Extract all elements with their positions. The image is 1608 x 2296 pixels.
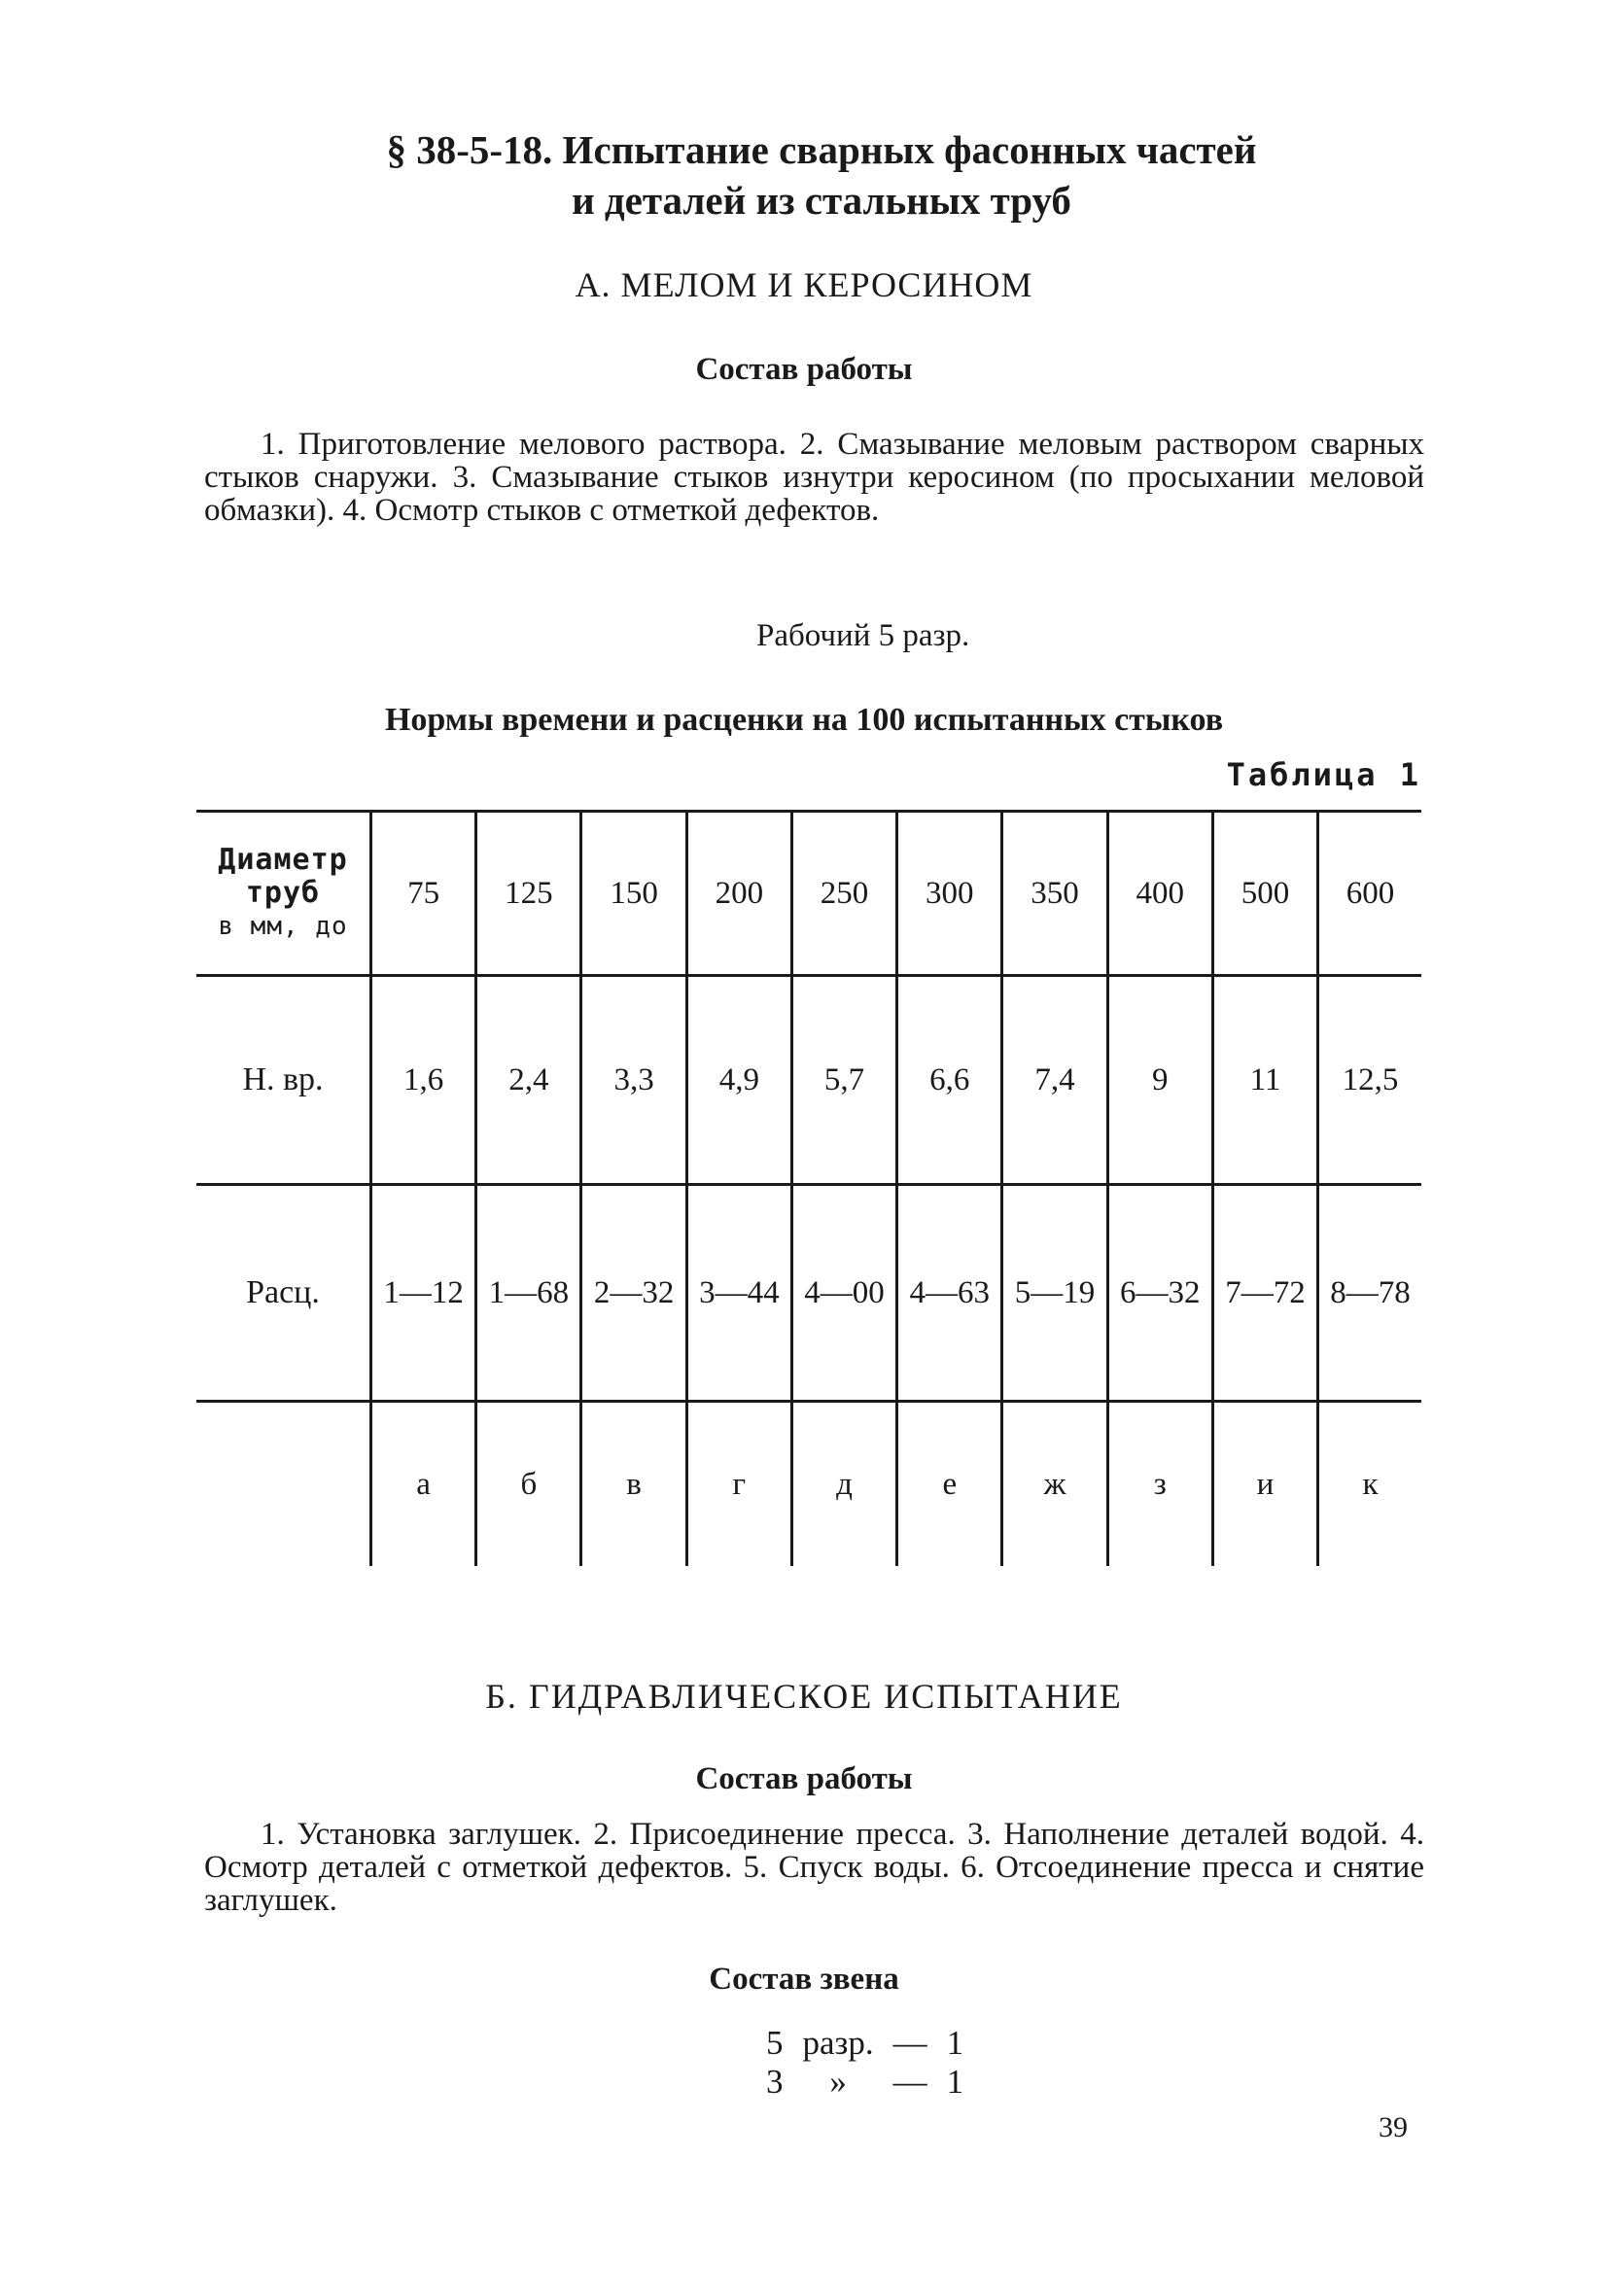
section-a-sostav-heading: Состав работы	[695, 352, 913, 387]
diameter-cell: 150	[581, 812, 686, 976]
section-a-paragraph-text: 1. Приготовление мелового раствора. 2. Смазывание меловым раствором сварных стыков снаружи. 3. Смазывание стыков изнутри керосином (по просыхании меловой обмазки). 4. Осмотр стыков с отметкой дефектов.	[204, 427, 1424, 528]
norm-cell: 6,6	[897, 976, 1002, 1185]
zveno-grade: 3	[766, 2063, 784, 2101]
letter-cell: е	[897, 1402, 1002, 1567]
zveno-unit: »	[829, 2063, 847, 2101]
price-cell: 4—00	[791, 1185, 896, 1402]
section-b-paragraph	[204, 1818, 1424, 1917]
table-row-letters	[196, 1402, 1421, 1567]
letter-cell: к	[1318, 1402, 1421, 1567]
price-label-cell: Расц.	[196, 1185, 371, 1402]
table-row-norms	[196, 976, 1421, 1185]
norm-cell: 12,5	[1318, 976, 1421, 1185]
zveno-table	[756, 2024, 973, 2102]
norms-heading: Нормы времени и расценки на 100 испытанных стыков	[384, 702, 1224, 738]
worker-grade: Рабочий 5 разр.	[756, 618, 970, 653]
norm-cell: 1,6	[371, 976, 476, 1185]
norm-cell: 2,4	[476, 976, 581, 1185]
zveno-count: 1	[946, 2024, 964, 2062]
price-cell: 4—63	[897, 1185, 1002, 1402]
diameter-cell: 125	[476, 812, 581, 976]
table-label: Таблица 1	[1226, 756, 1421, 793]
letter-cell: ж	[1002, 1402, 1107, 1567]
letter-cell: г	[686, 1402, 791, 1567]
page-number: 39	[1379, 2111, 1408, 2143]
letters-label-cell	[196, 1402, 371, 1567]
diameter-cell: 600	[1318, 812, 1421, 976]
letter-cell: з	[1107, 1402, 1212, 1567]
norm-cell: 3,3	[581, 976, 686, 1185]
diameter-cell: 200	[686, 812, 791, 976]
zveno-row	[756, 2063, 973, 2102]
section-a-paragraph	[204, 428, 1424, 527]
price-cell: 1—12	[371, 1185, 476, 1402]
diameter-header-line3: в мм, до	[218, 912, 348, 941]
diameter-cell: 500	[1212, 812, 1317, 976]
norm-cell: 7,4	[1002, 976, 1107, 1185]
table-row-diameters	[196, 812, 1421, 976]
letter-cell: а	[371, 1402, 476, 1567]
norms-table	[196, 810, 1421, 1566]
norm-cell: 9	[1107, 976, 1212, 1185]
price-cell: 3—44	[686, 1185, 791, 1402]
price-cell: 8—78	[1318, 1185, 1421, 1402]
table-row-prices	[196, 1185, 1421, 1402]
diameter-cell: 300	[897, 812, 1002, 976]
norm-cell: 5,7	[791, 976, 896, 1185]
zveno-row	[756, 2024, 973, 2063]
title-line-2: и деталей из стальных труб	[572, 178, 1071, 223]
zveno-unit: разр.	[802, 2024, 874, 2062]
price-cell: 2—32	[581, 1185, 686, 1402]
zveno-dash: —	[892, 2024, 927, 2062]
price-cell: 5—19	[1002, 1185, 1107, 1402]
zveno-count: 1	[946, 2063, 964, 2101]
letter-cell: б	[476, 1402, 581, 1567]
diameter-header-cell	[196, 812, 371, 976]
section-b-heading: Б. ГИДРАВЛИЧЕСКОЕ ИСПЫТАНИЕ	[485, 1677, 1123, 1716]
page-title	[0, 124, 1608, 226]
zveno-dash: —	[892, 2063, 927, 2101]
diameter-cell: 400	[1107, 812, 1212, 976]
norm-cell: 11	[1212, 976, 1317, 1185]
zveno-grade: 5	[766, 2024, 784, 2062]
title-line-1: § 38-5-18. Испытание сварных фасонных частей	[386, 127, 1257, 172]
zveno-heading: Состав звена	[709, 1962, 899, 1997]
norm-label-cell: Н. вр.	[196, 976, 371, 1185]
price-cell: 6—32	[1107, 1185, 1212, 1402]
section-b-sostav-heading: Состав работы	[695, 1761, 913, 1796]
letter-cell: и	[1212, 1402, 1317, 1567]
diameter-header-line1: Диаметр	[218, 843, 348, 877]
price-cell: 1—68	[476, 1185, 581, 1402]
letter-cell: д	[791, 1402, 896, 1567]
section-a-heading: А. МЕЛОМ И КЕРОСИНОМ	[575, 265, 1033, 304]
diameter-header-line2: труб	[245, 876, 321, 910]
diameter-cell: 350	[1002, 812, 1107, 976]
diameter-cell: 75	[371, 812, 476, 976]
price-cell: 7—72	[1212, 1185, 1317, 1402]
section-b-paragraph-text: 1. Установка заглушек. 2. Присоединение пресса. 3. Наполнение деталей водой. 4. Осмотр деталей с отметкой дефектов. 5. Спуск воды. 6. Отсоединение пресса и снятие заглушек.	[204, 1817, 1424, 1918]
letter-cell: в	[581, 1402, 686, 1567]
norm-cell: 4,9	[686, 976, 791, 1185]
diameter-cell: 250	[791, 812, 896, 976]
